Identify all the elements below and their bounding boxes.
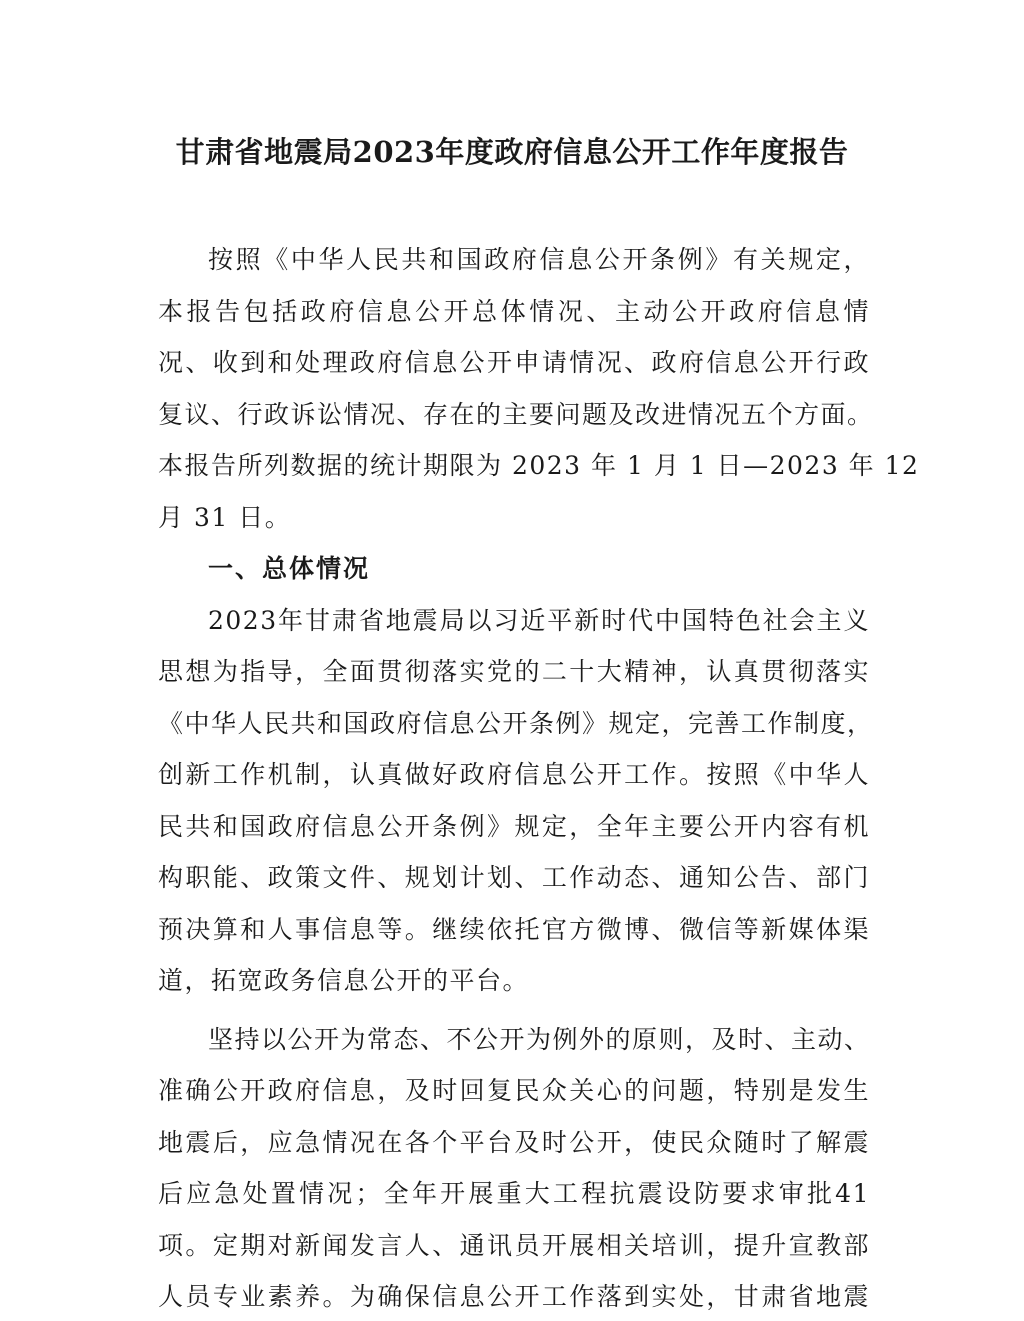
text-line: 后应急处置情况；全年开展重大工程抗震设防要求审批41 <box>158 1179 870 1208</box>
intro-paragraph <box>158 238 920 547</box>
text-line: 创新工作机制，认真做好政府信息公开工作。按照《中华人 <box>158 760 870 789</box>
text-line: 民共和国政府信息公开条例》规定，全年主要公开内容有机 <box>158 811 870 841</box>
text-line: 按照《中华人民共和国政府信息公开条例》有关规定， <box>208 245 870 274</box>
paragraph-gap <box>158 1011 870 1018</box>
text-line: 构职能、政策文件、规划计划、工作动态、通知公告、部门 <box>158 863 870 892</box>
text-line: 人员专业素养。为确保信息公开工作落到实处，甘肃省地震 <box>158 1282 870 1311</box>
text-line: 项。定期对新闻发言人、通讯员开展相关培训，提升宣教部 <box>158 1230 870 1260</box>
text-line: 道，拓宽政务信息公开的平台。 <box>158 966 530 995</box>
text-line: 复议、行政诉讼情况、存在的主要问题及改进情况五个方面。 <box>158 399 874 429</box>
text-line: 本报告所列数据的统计期限为 2023 年 1 月 1 日—2023 年 12 <box>158 451 920 480</box>
text-line: 坚持以公开为常态、不公开为例外的原则，及时、主动、 <box>208 1024 871 1054</box>
text-line: 思想为指导，全面贯彻落实党的二十大精神，认真贯彻落实 <box>158 657 870 686</box>
text-line: 《中华人民共和国政府信息公开条例》规定，完善工作制度， <box>158 708 874 738</box>
overview-paragraph-2 <box>158 1018 870 1321</box>
text-line: 况、收到和处理政府信息公开申请情况、政府信息公开行政 <box>158 348 870 377</box>
text-line: 地震后，应急情况在各个平台及时公开，使民众随时了解震 <box>158 1127 870 1157</box>
text-line: 月 31 日。 <box>158 502 292 532</box>
page-title: 甘肃省地震局2023年度政府信息公开工作年度报告 <box>175 135 849 169</box>
text-line: 2023年甘肃省地震局以习近平新时代中国特色社会主义 <box>208 605 870 635</box>
section-heading-overview: 一、总体情况 <box>208 554 371 583</box>
text-line: 准确公开政府信息，及时回复民众关心的问题，特别是发生 <box>158 1076 870 1105</box>
report-body <box>158 238 920 1321</box>
overview-paragraph-1 <box>158 599 874 1011</box>
text-line: 本报告包括政府信息公开总体情况、主动公开政府信息情 <box>158 296 870 326</box>
text-line: 预决算和人事信息等。继续依托官方微博、微信等新媒体渠 <box>158 914 870 944</box>
